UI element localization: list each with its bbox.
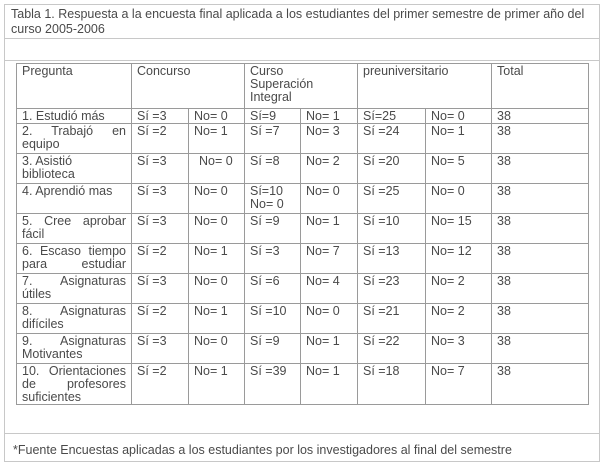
cell-preuniversitario-no: No= 12 <box>426 244 492 274</box>
cell-pregunta: 10. Orientaciones de profesores suficientes <box>17 364 132 405</box>
cell-pregunta: 4. Aprendió mas <box>17 184 132 214</box>
cell-total: 38 <box>492 334 589 364</box>
cell-preuniversitario-si: Sí =25 <box>358 184 426 214</box>
cell-concurso-si: Sí =2 <box>132 304 189 334</box>
cell-superacion-no: No= 2 <box>301 154 358 184</box>
cell-concurso-si: Sí =3 <box>132 184 189 214</box>
cell-preuniversitario-si: Sí=25 <box>358 109 426 124</box>
cell-superacion-si: Sí =3 <box>245 244 301 274</box>
cell-superacion-no: No= 0 <box>301 184 358 214</box>
table-row <box>17 334 589 364</box>
cell-preuniversitario-si: Sí =10 <box>358 214 426 244</box>
cell-preuniversitario-no: No= 2 <box>426 304 492 334</box>
header-preuniversitario: preuniversitario <box>358 64 492 109</box>
survey-table <box>16 63 589 405</box>
table-row <box>17 304 589 334</box>
table-row <box>17 244 589 274</box>
cell-concurso-si: Sí =2 <box>132 244 189 274</box>
cell-total: 38 <box>492 244 589 274</box>
cell-concurso-no: No= 1 <box>189 124 245 154</box>
cell-superacion-si: Sí =8 <box>245 154 301 184</box>
cell-preuniversitario-si: Sí =21 <box>358 304 426 334</box>
cell-superacion-si: Sí =6 <box>245 274 301 304</box>
cell-pregunta: 9. Asignaturas Motivantes <box>17 334 132 364</box>
cell-superacion-no: No= 1 <box>301 364 358 405</box>
cell-concurso-si: Sí =3 <box>132 214 189 244</box>
cell-preuniversitario-no: No= 15 <box>426 214 492 244</box>
cell-superacion-no: No= 1 <box>301 109 358 124</box>
cell-total: 38 <box>492 304 589 334</box>
table-row <box>17 274 589 304</box>
cell-total: 38 <box>492 214 589 244</box>
table-frame <box>4 4 600 462</box>
header-curso-superacion: Curso Superación Integral <box>245 64 358 109</box>
header-row <box>17 64 589 109</box>
cell-preuniversitario-si: Sí =13 <box>358 244 426 274</box>
cell-concurso-si: Sí =2 <box>132 364 189 405</box>
cell-concurso-no: No= 0 <box>189 334 245 364</box>
cell-superacion-si: Sí =7 <box>245 124 301 154</box>
cell-superacion-no: No= 7 <box>301 244 358 274</box>
cell-superacion-si: Sí =39 <box>245 364 301 405</box>
cell-preuniversitario-si: Sí =24 <box>358 124 426 154</box>
cell-superacion-si: Sí =10 <box>245 304 301 334</box>
table-row <box>17 214 589 244</box>
cell-pregunta: 8. Asignaturas difíciles <box>17 304 132 334</box>
table-row <box>17 109 589 124</box>
table-row <box>17 154 589 184</box>
cell-concurso-si: Sí =3 <box>132 154 189 184</box>
cell-preuniversitario-si: Sí =20 <box>358 154 426 184</box>
cell-preuniversitario-no: No= 1 <box>426 124 492 154</box>
table-row <box>17 124 589 154</box>
cell-concurso-no: No= 0 <box>189 154 245 184</box>
cell-superacion-no: No= 0 <box>301 304 358 334</box>
cell-pregunta: 3. Asistió biblioteca <box>17 154 132 184</box>
cell-concurso-no: No= 1 <box>189 364 245 405</box>
cell-total: 38 <box>492 364 589 405</box>
cell-preuniversitario-si: Sí =18 <box>358 364 426 405</box>
cell-preuniversitario-no: No= 7 <box>426 364 492 405</box>
table-footnote: *Fuente Encuestas aplicadas a los estudiantes por los investigadores al final del semestre <box>5 433 599 461</box>
cell-preuniversitario-no: No= 3 <box>426 334 492 364</box>
spacer-row <box>5 39 599 61</box>
cell-pregunta: 2. Trabajó en equipo <box>17 124 132 154</box>
table-row <box>17 364 589 405</box>
cell-superacion-si: Sí=10 No= 0 <box>245 184 301 214</box>
cell-pregunta: 5. Cree aprobar fácil <box>17 214 132 244</box>
cell-superacion-no: No= 1 <box>301 334 358 364</box>
cell-concurso-si: Sí =3 <box>132 109 189 124</box>
cell-pregunta: 6. Escaso tiempo para estudiar <box>17 244 132 274</box>
cell-total: 38 <box>492 109 589 124</box>
cell-concurso-si: Sí =3 <box>132 274 189 304</box>
cell-superacion-si: Sí=9 <box>245 109 301 124</box>
cell-superacion-no: No= 1 <box>301 214 358 244</box>
cell-concurso-si: Sí =3 <box>132 334 189 364</box>
cell-preuniversitario-si: Sí =23 <box>358 274 426 304</box>
cell-superacion-no: No= 3 <box>301 124 358 154</box>
cell-concurso-si: Sí =2 <box>132 124 189 154</box>
cell-concurso-no: No= 0 <box>189 184 245 214</box>
cell-superacion-no: No= 4 <box>301 274 358 304</box>
cell-total: 38 <box>492 274 589 304</box>
cell-preuniversitario-no: No= 0 <box>426 109 492 124</box>
header-concurso: Concurso <box>132 64 245 109</box>
cell-concurso-no: No= 0 <box>189 109 245 124</box>
header-total: Total <box>492 64 589 109</box>
cell-total: 38 <box>492 124 589 154</box>
cell-concurso-no: No= 0 <box>189 274 245 304</box>
cell-total: 38 <box>492 184 589 214</box>
cell-total: 38 <box>492 154 589 184</box>
cell-concurso-no: No= 0 <box>189 214 245 244</box>
cell-preuniversitario-si: Sí =22 <box>358 334 426 364</box>
cell-concurso-no: No= 1 <box>189 304 245 334</box>
table-caption: Tabla 1. Respuesta a la encuesta final aplicada a los estudiantes del primer semestre de primer año del curso 2005-2006 <box>5 5 599 39</box>
header-pregunta: Pregunta <box>17 64 132 109</box>
cell-pregunta: 1. Estudió más <box>17 109 132 124</box>
cell-superacion-si: Sí =9 <box>245 214 301 244</box>
cell-preuniversitario-no: No= 2 <box>426 274 492 304</box>
cell-concurso-no: No= 1 <box>189 244 245 274</box>
cell-preuniversitario-no: No= 5 <box>426 154 492 184</box>
cell-preuniversitario-no: No= 0 <box>426 184 492 214</box>
table-row <box>17 184 589 214</box>
cell-pregunta: 7. Asignaturas útiles <box>17 274 132 304</box>
cell-superacion-si: Sí =9 <box>245 334 301 364</box>
